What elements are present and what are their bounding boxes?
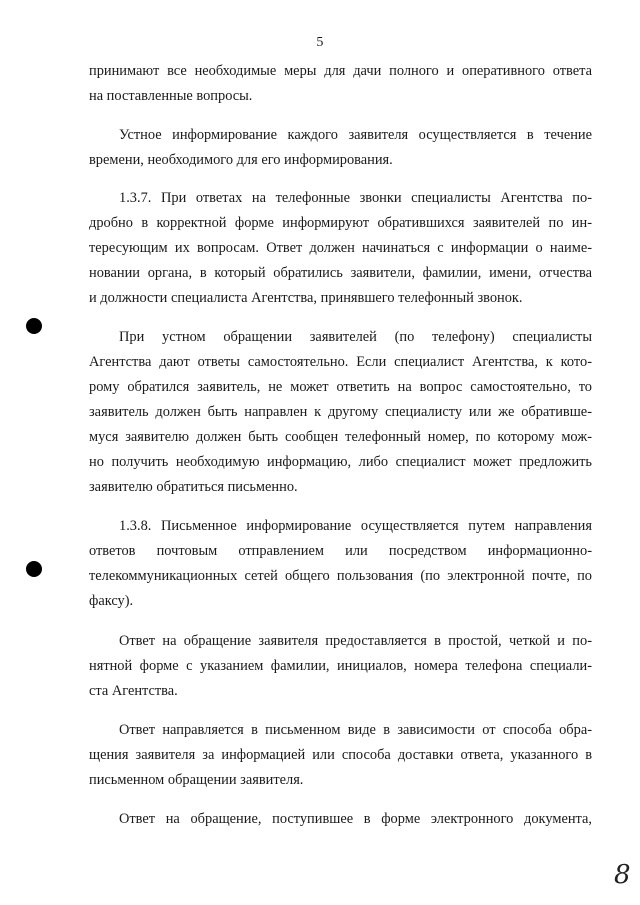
text-line: 1.3.8. Письменное информирование осуществляется путем направления [119,518,592,534]
text-line: тересующим их вопросам. Ответ должен начинаться с информации о наиме- [89,240,592,256]
text-line: телекоммуникационных сетей общего пользования (по электронной почте, по [89,568,592,584]
text-line: дробно в корректной форме информируют обратившихся заявителей по ин- [89,215,592,231]
text-line: заявитель должен быть направлен к другому специалисту или же обративше- [89,404,592,420]
text-line: муся заявителю должен быть сообщен телефонный номер, по которому мож- [89,429,592,445]
text-line: При устном обращении заявителей (по телефону) специалисты [119,329,592,345]
text-line: Агентства дают ответы самостоятельно. Если специалист Агентства, к кото- [89,354,592,370]
text-line: рому обратился заявитель, не может ответить на вопрос самостоятельно, то [89,379,592,395]
text-line: на поставленные вопросы. [89,88,253,104]
punch-hole [26,318,42,334]
text-line: принимают все необходимые меры для дачи полного и оперативного ответа [89,63,592,79]
text-line: и должности специалиста Агентства, принявшего телефонный звонок. [89,290,523,306]
text-line: заявителю обратиться письменно. [89,479,298,495]
text-line: новании органа, в который обратились заявители, фамилии, имени, отчества [89,265,592,281]
punch-hole [26,561,42,577]
text-line: времени, необходимого для его информирования. [89,152,393,168]
page-number: 5 [316,35,324,50]
text-line: нятной форме с указанием фамилии, инициалов, номера телефона специали- [89,658,592,674]
text-line: ответов почтовым отправлением или посредством информационно- [89,543,592,559]
text-line: 1.3.7. При ответах на телефонные звонки специалисты Агентства по- [119,190,592,206]
text-line: письменном обращении заявителя. [89,772,304,788]
text-line: щения заявителя за информацией или способа доставки ответа, указанного в [89,747,592,763]
handwritten-page-number: 8 [614,860,631,890]
text-line: Устное информирование каждого заявителя осуществляется в течение [119,127,592,143]
text-line: ста Агентства. [89,683,178,699]
text-line: Ответ на обращение заявителя предоставляется в простой, четкой и по- [119,633,592,649]
text-line: факсу). [89,593,134,609]
text-line: но получить необходимую информацию, либо специалист может предложить [89,454,592,470]
text-line: Ответ направляется в письменном виде в зависимости от способа обра- [119,722,592,738]
text-line: Ответ на обращение, поступившее в форме электронного документа, [119,811,592,827]
